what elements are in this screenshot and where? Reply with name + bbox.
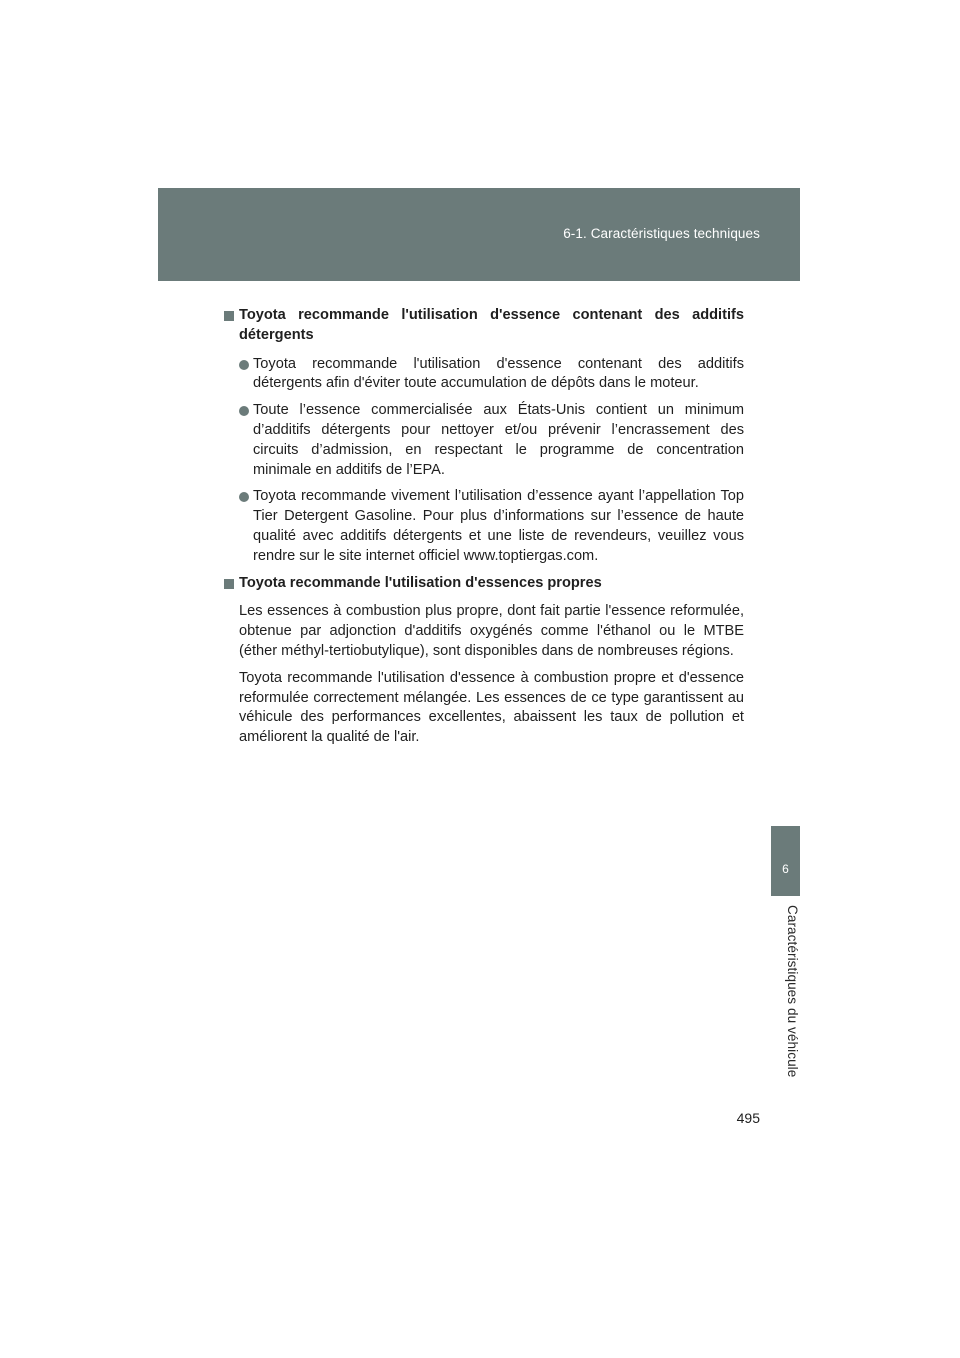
chapter-tab — [771, 826, 800, 896]
page-number: 495 — [736, 1110, 760, 1126]
circle-bullet-icon — [239, 406, 249, 416]
header-band — [158, 188, 800, 281]
chapter-number: 6 — [782, 862, 789, 876]
circle-bullet-icon — [239, 492, 249, 502]
list-item — [224, 401, 744, 480]
chapter-label: Caractéristiques du véhicule — [785, 905, 800, 1078]
square-bullet-icon — [224, 579, 234, 589]
list-item-text: Toyota recommande vivement l’utilisation d’essence ayant l’appellation Top Tier Detergent Gasoline. Pour plus d’informations sur l’essence de haute qualité avec additifs détergents et une liste de revendeurs, veuillez vous rendre sur le site internet officiel www.toptiergas.com. — [253, 488, 744, 564]
section-title-clean-fuel — [224, 574, 744, 594]
section-title-text: Toyota recommande l'utilisation d'essence contenant des additifs détergents — [239, 307, 744, 343]
list-item-text: Toyota recommande l'utilisation d'essence contenant des additifs détergents afin d'éviter toute accumulation de dépôts dans le moteur. — [253, 355, 744, 392]
list-item — [224, 487, 744, 566]
circle-bullet-icon — [239, 360, 249, 370]
list-item — [224, 355, 744, 395]
list-item-text: Toute l’essence commercialisée aux États-Unis contient un minimum d’additifs détergents pour nettoyer et/ou prévenir l’encrassement des circuits d’admission, en respectant le programme de concentration minimale en additifs de l’EPA. — [253, 402, 744, 478]
paragraph: Les essences à combustion plus propre, dont fait partie l'essence reformulée, obtenue par adjonction d'additifs oxygénés comme l'éthanol ou le MTBE (éther méthyl-tertiobutylique), sont disponibles dans de nombreuses régions. — [239, 603, 744, 659]
section-title-detergents — [224, 306, 744, 346]
square-bullet-icon — [224, 311, 234, 321]
main-content — [224, 306, 744, 755]
section-header: 6-1. Caractéristiques techniques — [563, 226, 760, 241]
section-title-text: Toyota recommande l'utilisation d'essences propres — [239, 574, 602, 591]
paragraph: Toyota recommande l'utilisation d'essence à combustion propre et d'essence reformulée correctement mélangée. Les essences de ce type garantissent au véhicule des performances excellentes, abaissent les taux de pollution et améliorent la qualité de l'air. — [239, 669, 744, 746]
